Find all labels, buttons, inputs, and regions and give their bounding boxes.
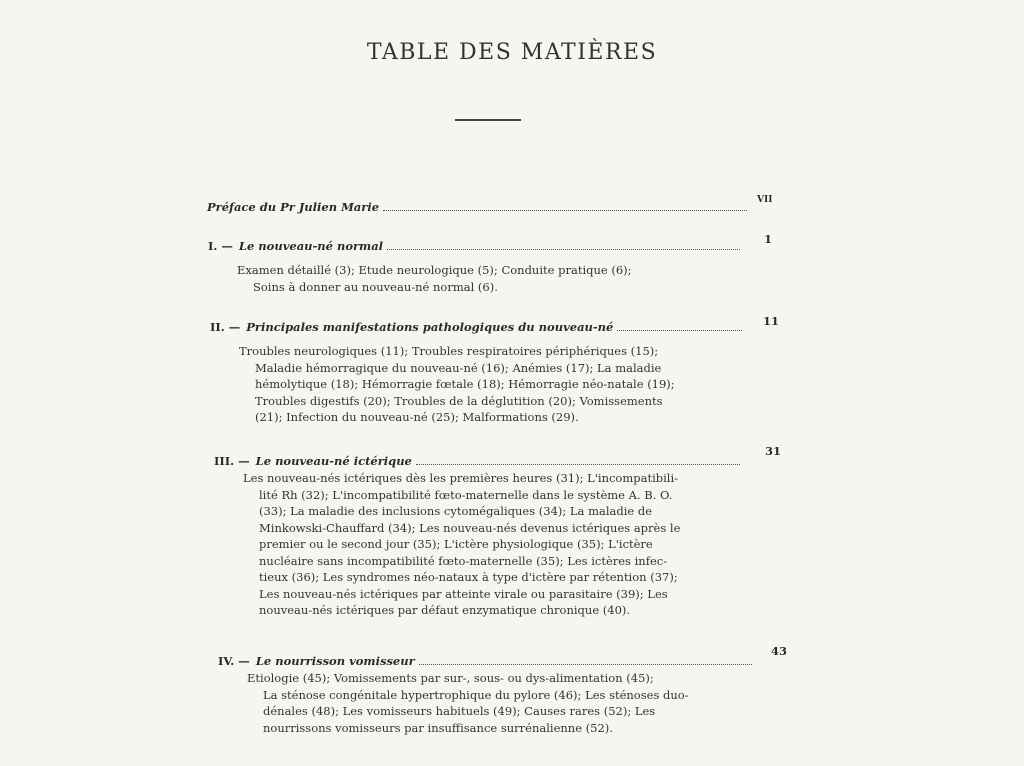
toc-page-number: 43 [771,644,788,658]
description-line: (33); La maladie des inclusions cytomégaliques (34); La maladie de [259,504,653,518]
section-number: I. — [208,239,233,253]
toc-description [237,262,632,295]
description-line: nucléaire sans incompatibilité fœto-maternelle (35); Les ictères infec- [259,553,668,568]
description-line: Etiologie (45); Vomissements par sur-, sous- ou dys-alimentation (45); [247,671,654,685]
toc-heading [208,239,744,253]
description-line: Troubles digestifs (20); Troubles de la déglutition (20); Vomissements [255,393,663,408]
description-line: Soins à donner au nouveau-né normal (6). [253,279,498,294]
description-line: dénales (48); Les vomisseurs habituels (49); Causes rares (52); Les [263,704,656,718]
toc-description [243,470,680,619]
description-line: Troubles neurologiques (11); Troubles respiratoires périphériques (15); [239,344,659,358]
toc-heading-title: Le nouveau-né normal [238,239,384,253]
description-line: nourrissons vomisseurs par insuffisance surrénalienne (52). [263,720,613,735]
dot-leader [617,329,742,331]
toc-entry-section-1 [208,239,744,253]
section-number: III. — [214,454,250,468]
description-line: hémolytique (18); Hémorragie fœtale (18); Hémorragie néo-natale (19); [255,377,675,391]
toc-page-number: VII [757,195,773,205]
page-title: TABLE DES MATIÈRES [366,40,658,65]
toc-heading-title: Le nourrisson vomisseur [255,654,415,668]
toc-entry-section-3 [214,454,744,468]
toc-description [247,670,689,736]
toc-entry-section-2 [210,320,746,334]
toc-heading [218,654,756,668]
description-line: Examen détaillé (3); Etude neurologique (5); Conduite pratique (6); [237,263,632,277]
description-line: lité Rh (32); L'incompatibilité fœto-maternelle dans le système A. B. O. [259,487,673,502]
toc-heading-title: Préface du Pr Julien Marie [207,200,380,214]
section-number: IV. — [218,654,250,668]
description-line: Les nouveau-nés ictériques par atteinte virale ou parasitaire (39); Les [259,586,668,601]
toc-heading-title: Le nouveau-né ictérique [255,454,412,468]
description-line: La sténose congénitale hypertrophique du pylore (46); Les sténoses duo- [263,687,689,702]
dot-leader [387,248,740,250]
description-line: Minkowski-Chauffard (34); Les nouveau-nés devenus ictériques après le [259,520,681,535]
dot-leader [416,463,740,465]
toc-heading [214,454,744,468]
title-divider [455,119,521,121]
toc-description [239,343,675,426]
toc-heading [210,320,746,334]
description-line: Maladie hémorragique du nouveau-né (16); Anémies (17); La maladie [255,360,662,375]
description-line: nouveau-nés ictériques par défaut enzymatique chronique (40). [259,603,631,617]
description-line: Les nouveau-nés ictériques dès les premières heures (31); L'incompatibili- [243,471,679,485]
dot-leader [383,209,747,211]
toc-page-number: 11 [763,314,780,328]
toc-heading [207,200,751,214]
section-number: II. — [210,320,241,334]
toc-entry-section-4 [218,654,756,668]
description-line: tieux (36); Les syndromes néo-nataux à type d'ictère par rétention (37); [259,570,678,584]
toc-page-number: 31 [765,444,782,458]
toc-heading-title: Principales manifestations pathologiques du nouveau-né [246,320,614,334]
dot-leader [419,663,752,665]
toc-entry-preface [207,200,751,214]
description-line: (21); Infection du nouveau-né (25); Malformations (29). [255,410,579,424]
description-line: premier ou le second jour (35); L'ictère physiologique (35); L'ictère [259,537,653,551]
toc-page-number: 1 [764,232,773,246]
